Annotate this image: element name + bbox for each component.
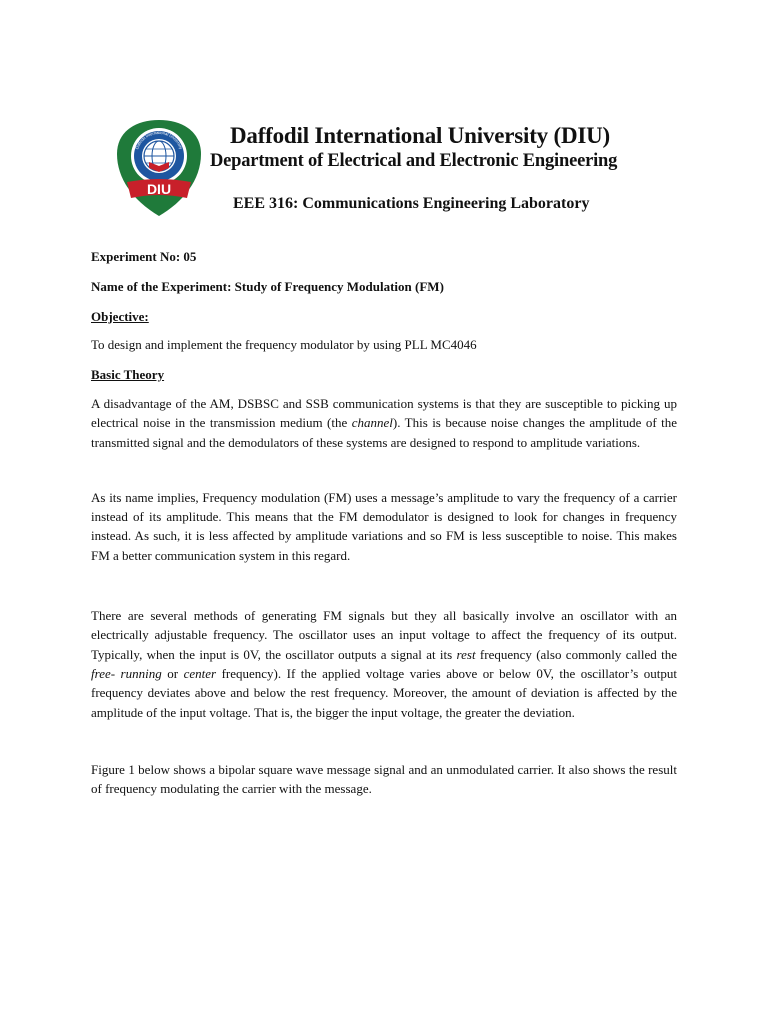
theory-paragraph-1: A disadvantage of the AM, DSBSC and SSB communication systems is that they are susceptible to picking up electrical noise in the transmission medium (the channel). This is because noise changes the amplitude of the transmitted signal and the demodulators of these systems are designed to respond to amplitude variations.	[91, 396, 677, 450]
letterhead	[113, 118, 683, 228]
emphasis-channel: channel	[351, 415, 393, 431]
experiment-number: Experiment No: 05	[91, 249, 197, 264]
university-name: Daffodil International University (DIU)	[230, 123, 610, 148]
emphasis-center: center	[183, 665, 217, 681]
emphasis-free-running: free- running	[91, 665, 162, 681]
theory-heading: Basic Theory	[91, 367, 165, 382]
course-title: EEE 316: Communications Engineering Laboratory	[233, 195, 590, 212]
diu-logo	[113, 118, 205, 218]
theory-paragraph-2: As its name implies, Frequency modulation (FM) uses a message’s amplitude to vary the frequency of a carrier instead of its amplitude. This means that the FM demodulator is designed to look for changes in frequency instead. As such, it is less affected by amplitude variations and so FM is less susceptible to noise. This makes FM a better communication system in this regard.	[91, 489, 677, 563]
experiment-name: Name of the Experiment: Study of Frequency Modulation (FM)	[91, 279, 444, 294]
department-name: Department of Electrical and Electronic Engineering	[210, 151, 618, 171]
objective-text: To design and implement the frequency modulator by using PLL MC4046	[91, 337, 477, 352]
logo-ring-text: Daffodil International University	[134, 129, 184, 150]
emphasis-rest: rest	[456, 646, 476, 662]
document-body	[91, 248, 677, 798]
theory-paragraph-4: Figure 1 below shows a bipolar square wave message signal and an unmodulated carrier. It also shows the result of frequency modulating the carrier with the message.	[91, 761, 677, 797]
theory-paragraph-3: There are several methods of generating FM signals but they all basically involve an oscillator with an electrically adjustable frequency. The oscillator uses an input voltage to affect the frequency of its output. Typically, when the input is 0V, the oscillator outputs a signal at its rest frequency (also commonly called the free- running or center frequency). If the applied voltage varies above or below 0V, the oscillator’s output frequency deviates above and below the rest frequency. Moreover, the amount of deviation is affected by the amplitude of the input voltage. That is, the bigger the input voltage, the greater the deviation.	[91, 608, 677, 720]
objective-heading: Objective:	[91, 309, 149, 324]
logo-text: DIU	[146, 181, 172, 197]
